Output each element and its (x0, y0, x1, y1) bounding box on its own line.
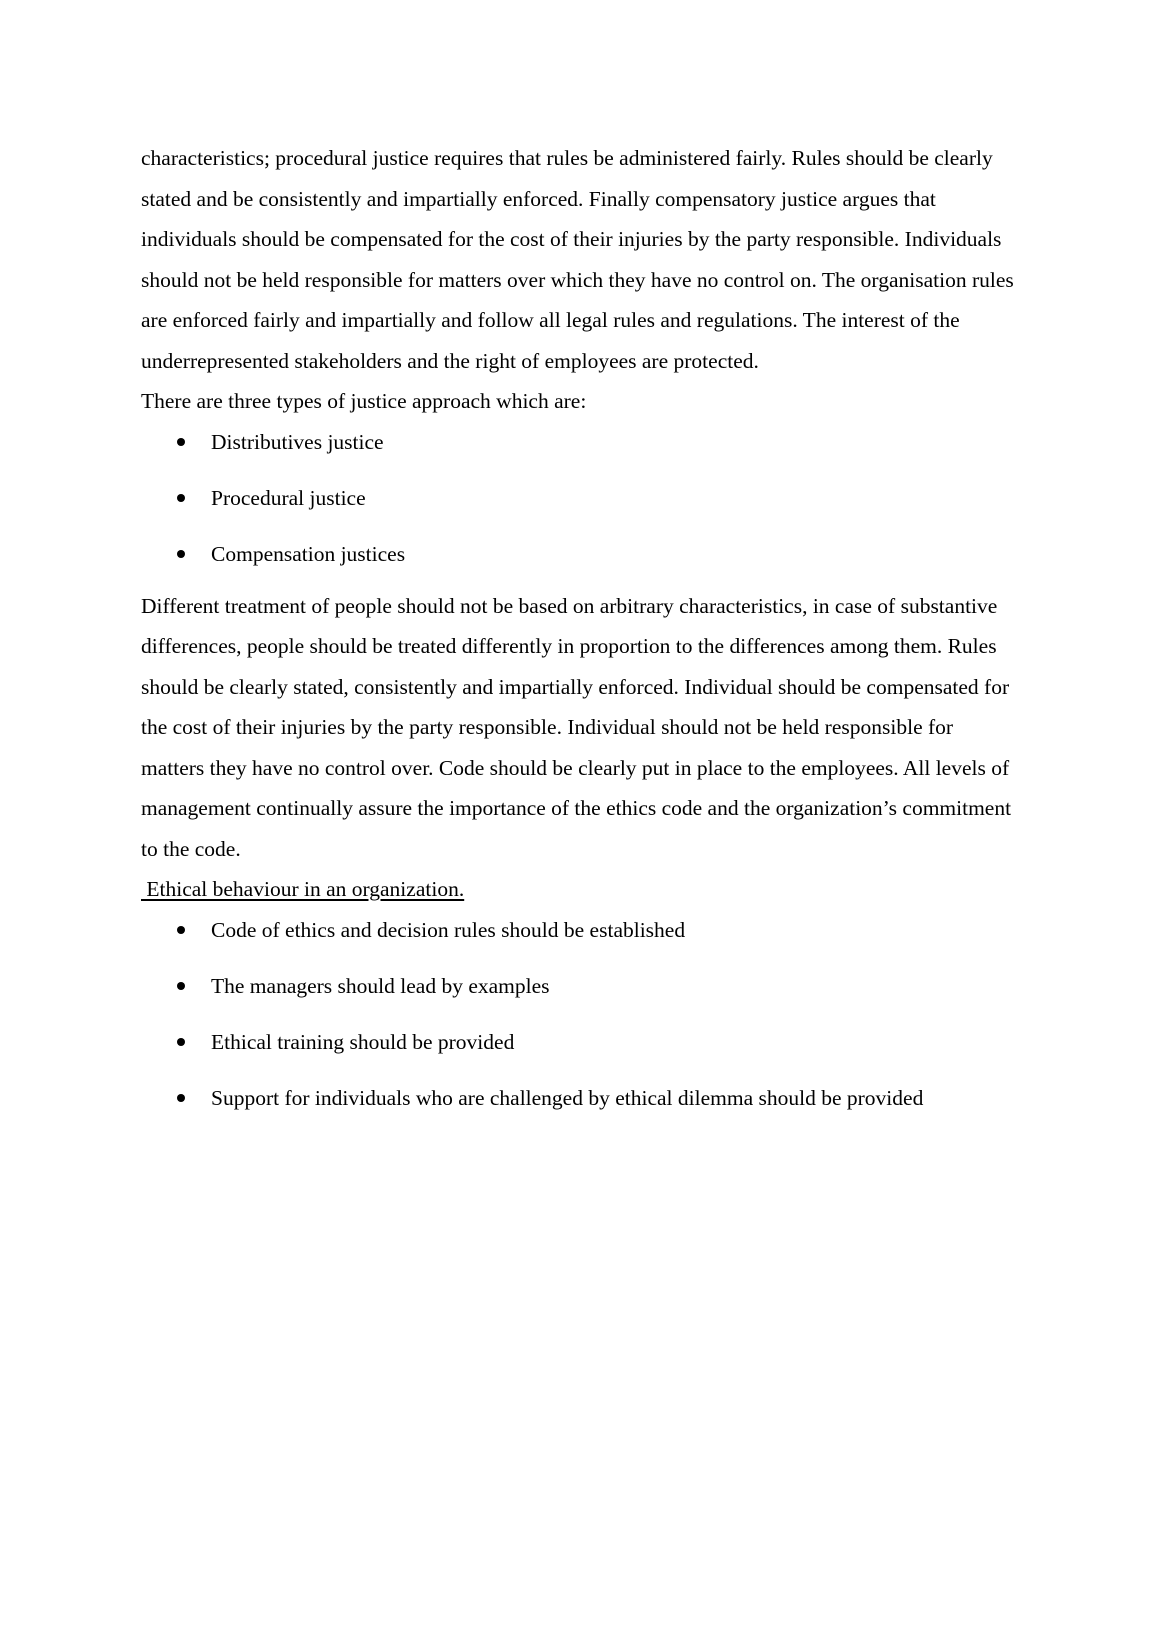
list-item-text: The managers should lead by examples (211, 973, 550, 998)
justice-types-list (141, 422, 1021, 590)
list-item-text: Ethical training should be provided (211, 1029, 515, 1054)
section-heading-ethical-behaviour (141, 869, 1021, 910)
list-item-text: Procedural justice (211, 485, 366, 510)
section-heading-text: Ethical behaviour in an organization. (141, 877, 465, 901)
list-item (141, 910, 1021, 966)
ethical-points-list (141, 910, 1021, 1134)
bullet-icon (177, 926, 185, 934)
paragraph-justice-overview: characteristics; procedural justice requires that rules be administered fairly. Rules should be clearly stated and be consistently and impartially enforced. Finally compensatory justice argues that individuals should be compensated for the cost of their injuries by the party responsible. Individuals should not be held responsible for matters over which they have no control on. The organisation rules are enforced fairly and impartially and follow all legal rules and regulations. The interest of the underrepresented stakeholders and the right of employees are protected. (141, 146, 1014, 373)
list-item (141, 1022, 1021, 1078)
list-item (141, 534, 1021, 590)
list-item-text: Distributives justice (211, 429, 384, 454)
list-item (141, 1078, 1021, 1134)
list-item (141, 478, 1021, 534)
bullet-icon (177, 1038, 185, 1046)
paragraph-treatment: Different treatment of people should not be based on arbitrary characteristics, in case of substantive differences, people should be treated differently in proportion to the differences among them. Rules should be clearly stated, consistently and impartially enforced. Individual should be compensated for the cost of their injuries by the party responsible. Individual should not be held responsible for matters they have no control over. Code should be clearly put in place to the employees. All levels of management continually assure the importance of the ethics code and the organization’s commitment to the code. (141, 593, 1012, 861)
bullet-icon (177, 494, 185, 502)
justice-types-intro: There are three types of justice approach which are: (141, 389, 587, 413)
list-item (141, 966, 1021, 1022)
list-item (141, 422, 1021, 478)
bullet-icon (177, 1094, 185, 1102)
list-item-text: Code of ethics and decision rules should be established (211, 917, 686, 942)
bullet-icon (177, 982, 185, 990)
list-item-text: Support for individuals who are challenged by ethical dilemma should be provided (211, 1085, 924, 1110)
document-body (141, 138, 1021, 1134)
bullet-icon (177, 438, 185, 446)
list-item-text: Compensation justices (211, 541, 406, 566)
bullet-icon (177, 550, 185, 558)
